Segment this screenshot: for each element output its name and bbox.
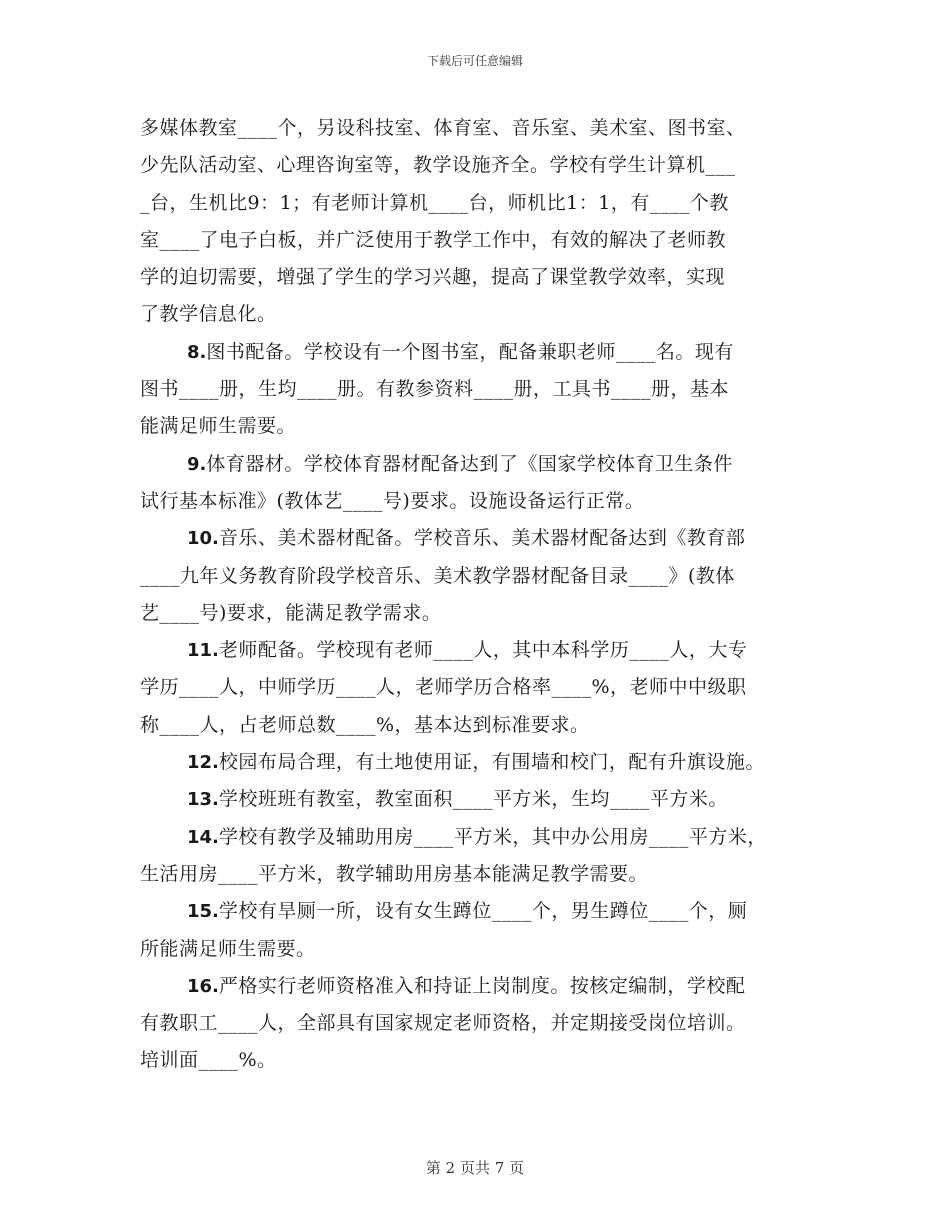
text-line [140, 408, 830, 445]
item-text: 严格实行老师资格准入和持证上岗制度。按核定编制，学校配 [218, 974, 746, 997]
item-text: ____九年义务教育阶段学校音乐、美术教学器材配备目录____》(教体 [140, 564, 735, 587]
page-header-note: 下载后可任意编辑 [426, 54, 523, 68]
item-text: 音乐、美术器材配备。学校音乐、美术器材配备达到《教育部 [218, 527, 746, 550]
text-line [140, 744, 830, 781]
text-line [140, 893, 830, 930]
text-line [140, 595, 830, 632]
item-text: 生活用房____平方米，教学辅助用房基本能满足教学需要。 [140, 862, 649, 885]
item-text: 体育器材。学校体育器材配备达到了《国家学校体育卫生条件 [206, 452, 733, 475]
item-text: 图书____册，生均____册。有教参资料____册，工具书____册，基本 [140, 378, 730, 401]
item-number: 14. [187, 826, 219, 848]
text-line: 学的迫切需要，增强了学生的学习兴趣，提高了课堂教学效率，实现 [140, 266, 726, 289]
text-line [140, 781, 830, 818]
item-text: 试行基本标准》(教体艺____号)要求。设施设备运行正常。 [140, 489, 645, 512]
text-line [140, 707, 830, 744]
item-number: 8. [187, 341, 207, 363]
text-line [140, 819, 830, 856]
numbered-item [140, 446, 830, 521]
item-number: 10. [187, 528, 219, 550]
page-number: 第 2 页共 7 页 [425, 1159, 525, 1177]
numbered-item [140, 968, 830, 1080]
item-number: 12. [187, 752, 219, 774]
item-text: 称____人，占老师总数____%，基本达到标准要求。 [140, 713, 590, 736]
item-number: 16. [187, 975, 219, 997]
numbered-item [140, 819, 830, 894]
text-line [140, 1005, 830, 1042]
item-number: 15. [187, 901, 219, 923]
item-number: 9. [187, 453, 207, 475]
item-text: 艺____号)要求，能满足教学需求。 [140, 601, 442, 624]
text-line [140, 632, 830, 669]
item-text: 校园布局合理，有土地使用证，有围墙和校门，配有升旗设施。 [218, 751, 765, 774]
text-line: 了教学信息化。 [140, 303, 277, 326]
item-text: 学校有旱厕一所，设有女生蹲位____个，男生蹲位____个，厕 [218, 900, 748, 923]
item-text: 学历____人，中师学历____人，老师学历合格率____%，老师中中级职 [140, 676, 747, 699]
item-number: 11. [187, 640, 219, 662]
text-line [140, 856, 830, 893]
numbered-items [140, 334, 830, 1080]
text-line [140, 931, 830, 968]
text-line: 室____了电子白板，并广泛使用于教学工作中，有效的解决了老师教 [140, 228, 727, 251]
document-body [140, 110, 830, 1080]
text-line: 少先队活动室、心理咨询室等，教学设施齐全。学校有学生计算机___ [140, 154, 736, 177]
item-text: 图书配备。学校设有一个图书室，配备兼职老师____名。现有 [206, 340, 734, 363]
item-text: 学校有教学及辅助用房____平方米，其中办公用房____平方米， [218, 825, 767, 848]
text-line [140, 669, 830, 706]
text-line [140, 371, 830, 408]
item-text: 能满足师生需要。 [140, 415, 297, 438]
numbered-item [140, 781, 830, 818]
text-line [140, 446, 830, 483]
text-line [140, 520, 830, 557]
numbered-item [140, 334, 830, 446]
item-text: 所能满足师生需要。 [140, 937, 316, 960]
text-line [140, 968, 830, 1005]
item-text: 培训面____%。 [140, 1049, 277, 1072]
text-line: _台，生机比9：1；有老师计算机____台，师机比1：1，有____个教 [140, 191, 729, 214]
item-number: 13. [187, 789, 219, 811]
text-line [140, 1042, 830, 1079]
item-text: 有教职工____人，全部具有国家规定老师资格，并定期接受岗位培训。 [140, 1012, 746, 1035]
text-line: 多媒体教室____个，另设科技室、体育室、音乐室、美术室、图书室、 [140, 117, 746, 139]
item-text: 老师配备。学校现有老师____人，其中本科学历____人，大专 [218, 639, 748, 662]
text-line [140, 483, 830, 520]
item-text: 学校班班有教室，教室面积____平方米，生均____平方米。 [218, 788, 728, 811]
numbered-item [140, 632, 830, 744]
numbered-item [140, 520, 830, 632]
numbered-item [140, 893, 830, 968]
text-line [140, 558, 830, 595]
continuation-paragraph [140, 110, 830, 334]
text-line [140, 334, 830, 371]
numbered-item [140, 744, 830, 781]
